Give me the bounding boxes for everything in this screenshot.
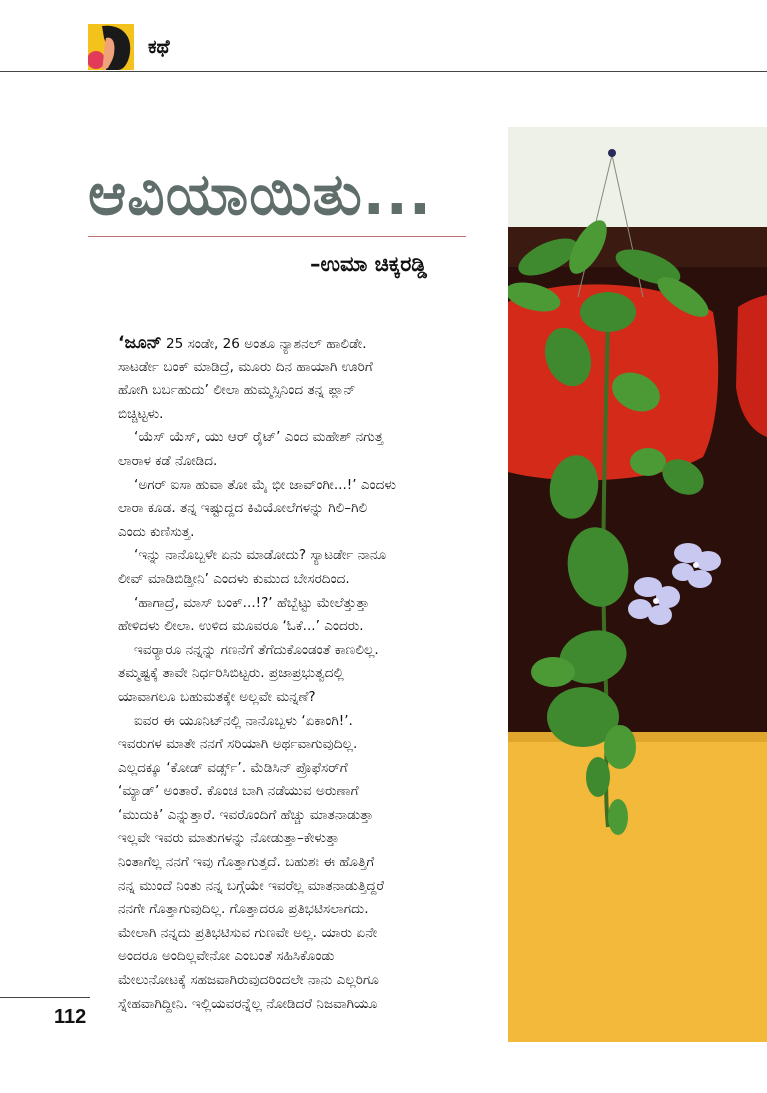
article-line: ಇಲ್ಲವೇ ಇವರು ಮಾತುಗಳನ್ನು ನೋಡುತ್ತಾ–ಕೇಳುತ್ತಾ: [118, 830, 340, 847]
article-line: ನನ್ನ ಮುಂದೆ ನಿಂತು ನನ್ನ ಬಗ್ಗೆಯೇ ಇವರೆಲ್ಲ ಮಾತನಾಡುತ್ತಿದ್ದರೆ: [118, 877, 385, 894]
article-body: [118, 332, 494, 1016]
article-line: ‘ಮುದುಕಿ’ ಎನ್ನುತ್ತಾರೆ. ಇವರೊಂದಿಗೆ ಹೆಚ್ಚು ಮಾತನಾಡುತ್ತಾ: [118, 806, 374, 823]
article-line: ಹೇಳಿದಳು ಲೀಲಾ. ಉಳಿದ ಮೂವರೂ ‘ಓಕೆ...’ ಎಂದರು.: [118, 618, 364, 635]
article-line: ಅಂದರೂ ಅಂದಿಲ್ಲವೇನೋ ಎಂಬಂತೆ ಸಹಿಸಿಕೊಂಡು: [118, 948, 335, 965]
article-line: ಎಂದು ಕುಣಿಸುತ್ತ.: [118, 523, 195, 540]
article-line: ಯಾವಾಗಲೂ ಬಹುಮತಕ್ಕೇ ಅಲ್ಲವೇ ಮನ್ನಣೆ?: [118, 688, 316, 705]
article-line: ಇವರುಗಳ ಮಾತೇ ನನಗೆ ಸರಿಯಾಗಿ ಅರ್ಥವಾಗುವುದಿಲ್ಲ.: [118, 736, 358, 753]
article-line: ಮೇಲಾಗಿ ನನ್ನದು ಪ್ರತಿಭಟಿಸುವ ಗುಣವೇ ಅಲ್ಲ. ಯಾರು ಏನೇ: [118, 924, 378, 941]
article-line: ‘ಇನ್ನು ನಾನೊಬ್ಬಳೇ ಏನು ಮಾಡೋದು? ಸ್ಯಾಟರ್ಡೇ ನಾನೂ: [134, 547, 387, 564]
article-line: ಲಾರಾ ಕೂಡ. ತನ್ನ ಇಷ್ಟುದ್ದದ ಕಿವಿಯೋಲೆಗಳನ್ನು ಗಿಲಿ–ಗಿಲಿ: [118, 500, 368, 517]
article-line: ಐವರ ಈ ಯೂನಿಟ್‌ನಲ್ಲಿ ನಾನೊಬ್ಬಳು ‘ಏಕಾಂಗಿ!’.: [134, 712, 353, 729]
article-line: ಲಾರಾಳ ಕಡೆ ನೋಡಿದ.: [118, 452, 218, 469]
author-byline: –ಉಮಾ ಚಿಕ್ಕರಡ್ಡಿ: [310, 252, 427, 276]
page-number: 112: [54, 1006, 87, 1028]
article-line: ಎಲ್ಲದಕ್ಕೂ ‘ಕೋಡ್ ವರ್ಡ್ಸ್’. ಮೆಡಿಸಿನ್ ಪ್ರೊಫೆಸರ್‌ಗೆ: [118, 759, 348, 776]
title-divider: [88, 236, 466, 237]
article-line: ಮೇಲುನೋಟಕ್ಕೆ ಸಹಜವಾಗಿರುವುದರಿಂದಲೇ ನಾನು ಎಲ್ಲರಿಗೂ: [118, 972, 379, 989]
article-line: ಸಾಟರ್ಡೇ ಬಂಕ್ ಮಾಡಿದ್ರೆ, ಮೂರು ದಿನ ಹಾಯಾಗಿ ಊರಿಗೆ: [118, 358, 373, 375]
line-text: 25 ಸಂಡೇ, 26 ಅಂತೂ ನ್ಯಾಶನಲ್ ಹಾಲಿಡೇ.: [161, 336, 367, 352]
first-word: ‘ಜೂನ್: [118, 333, 162, 353]
article-line: ಲೀವ್ ಮಾಡಿಬಿಡ್ತೀನಿ’ ಎಂದಳು ಕುಮುದ ಬೇಸರದಿಂದ.: [118, 570, 350, 587]
article-line: ತಮ್ಮಷ್ಟಕ್ಕೆ ತಾವೇ ನಿರ್ಧರಿಸಿಬಿಟ್ಟರು. ಪ್ರಜಾಪ್ರಭುತ್ವದಲ್ಲಿ: [118, 665, 344, 682]
section-label: ಕಥೆ: [148, 36, 170, 58]
article-line: ನಿಂತಾಗೆಲ್ಲ ನನಗೆ ಇವು ಗೊತ್ತಾಗುತ್ತದೆ. ಬಹುಶಃ ಈ ಹೊತ್ತಿಗೆ: [118, 854, 375, 871]
hanging-plant-painting: [508, 127, 767, 1042]
article-line: ಇವರ್‍ಯಾರೂ ನನ್ನನ್ನು ಗಣನೆಗೆ ತೆಗೆದುಕೊಂಡಂತೆ ಕಾಣಲಿಲ್ಲ.: [134, 641, 379, 658]
article-line: ‘ಹಾಗಾದ್ರೆ, ಮಾಸ್ ಬಂಕ್...!?’ ಹೆಬ್ಬೆಟ್ಟು ಮೇಲೆತ್ತುತ್ತಾ: [134, 594, 370, 611]
footer-divider: [0, 997, 90, 998]
article-line: ‘ಯೆಸ್ ಯೆಸ್, ಯು ಆರ್ ರೈಟ್’ ಎಂದ ಮಹೇಶ್ ನಗುತ್ತ: [134, 429, 384, 446]
woman-portrait-logo-icon: [88, 24, 134, 70]
article-line: ಸ್ನೇಹವಾಗಿದ್ದೀನಿ. ಇಲ್ಲಿಯವರನ್ನೆಲ್ಲ ನೋಡಿದರೆ ನಿಜವಾಗಿಯೂ: [118, 995, 378, 1012]
header-divider: [0, 71, 767, 72]
article-title: ಆವಿಯಾಯಿತು...: [88, 160, 432, 228]
article-line: ನನಗೇ ಗೊತ್ತಾಗುವುದಿಲ್ಲ. ಗೊತ್ತಾದರೂ ಪ್ರತಿಭಟಿಸಲಾಗದು.: [118, 901, 369, 918]
article-line: ಹೋಗಿ ಬರ್ಬಹುದು’ ಲೀಲಾ ಹುಮ್ಮಸ್ಸಿನಿಂದ ತನ್ನ ಪ್ಲಾನ್: [118, 382, 356, 399]
article-line: ಬಿಚ್ಚಿಟ್ಟಳು.: [118, 405, 164, 422]
article-line: [118, 332, 494, 356]
article-line: ‘ಮ್ಯಾಡ್’ ಅಂತಾರೆ. ಕೊಂಚ ಬಾಗಿ ನಡೆಯುವ ಅರುಣಾಗೆ: [118, 783, 359, 800]
article-line: ‘ಅಗರ್ ಐಸಾ ಹುವಾ ತೋ ಮೈ ಭೀ ಜಾವ್ಂಗೀ...!’ ಎಂದಳು: [134, 476, 397, 493]
